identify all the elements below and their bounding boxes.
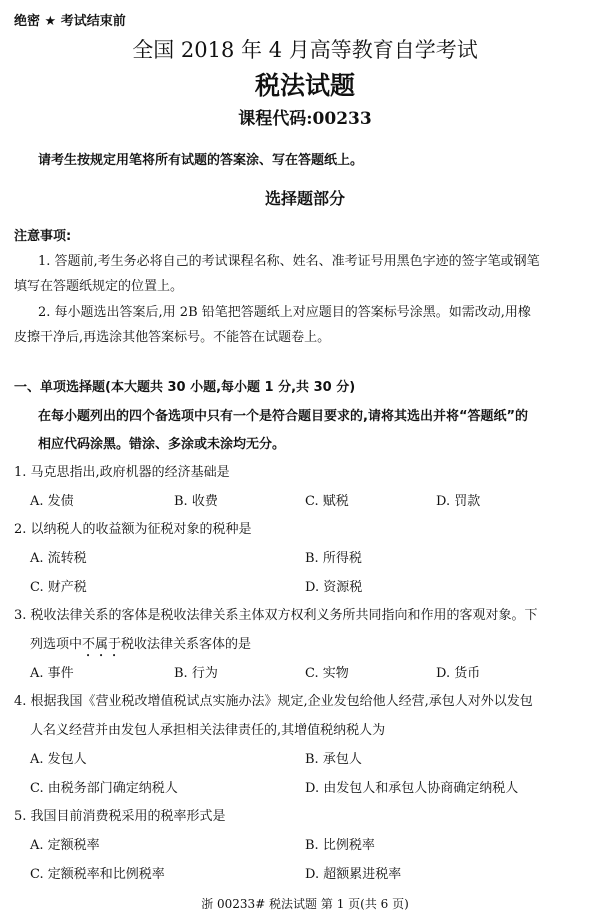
question-4-option-b: B. 承包人 — [305, 752, 362, 767]
question-4-stem-line-1: 4. 根据我国《营业税改增值税试点实施办法》规定,企业发包给他人经营,承包人对外以发包 — [14, 694, 533, 709]
question-5-option-d: D. 超额累进税率 — [305, 867, 402, 882]
question-5-option-c: C. 定额税率和比例税率 — [30, 867, 165, 882]
question-2-option-b: B. 所得税 — [305, 551, 362, 566]
question-4-option-d: D. 由发包人和承包人协商确定纳税人 — [305, 781, 519, 796]
question-1-option-d: D. 罚款 — [436, 494, 481, 509]
attention-item-1-line-2: 填写在答题纸规定的位置上。 — [14, 279, 184, 294]
question-1-option-c: C. 赋税 — [305, 494, 349, 509]
attention-item-2-line-2: 皮擦干净后,再选涂其他答案标号。不能答在试题卷上。 — [14, 330, 331, 345]
question-3-stem-prefix: 列选项中 — [30, 637, 83, 652]
question-5-option-a: A. 定额税率 — [30, 838, 100, 853]
question-4-option-a: A. 发包人 — [30, 752, 87, 767]
question-2-option-d: D. 资源税 — [305, 580, 363, 595]
part1-instruction-line-1: 在每小题列出的四个备选项中只有一个是符合题目要求的,请将其选出并将“答题纸”的 — [38, 409, 529, 424]
question-3-stem-suffix: 税收法律关系客体的是 — [121, 637, 252, 652]
question-1-option-a: A. 发债 — [30, 494, 74, 509]
attention-heading: 注意事项: — [14, 229, 72, 244]
question-2-option-c: C. 财产税 — [30, 580, 87, 595]
confidential-label: 绝密 ★ 考试结束前 — [14, 14, 126, 29]
question-1-option-b: B. 收费 — [174, 494, 218, 509]
question-3-option-b: B. 行为 — [174, 666, 218, 681]
course-code: 课程代码:00233 — [238, 109, 372, 129]
question-2-stem: 2. 以纳税人的收益额为征税对象的税种是 — [14, 522, 252, 537]
question-4-stem-line-2: 人名义经营并由发包人承担相关法律责任的,其增值税纳税人为 — [30, 723, 386, 738]
attention-item-1-line-1: 1. 答题前,考生务必将自己的考试课程名称、姓名、准考证号用黑色字迹的签字笔或钢笔 — [38, 254, 540, 269]
answer-notice: 请考生按规定用笔将所有试题的答案涂、写在答题纸上。 — [38, 153, 364, 168]
question-3-stem-line-2 — [30, 633, 251, 660]
section-title: 选择题部分 — [264, 189, 345, 208]
exam-title: 全国 2018 年 4 月高等教育自学考试 — [132, 38, 478, 62]
question-1-stem: 1. 马克思指出,政府机器的经济基础是 — [14, 465, 230, 480]
question-3-option-d: D. 货币 — [436, 666, 481, 681]
attention-item-2-line-1: 2. 每小题选出答案后,用 2B 铅笔把答题纸上对应题目的答案标号涂黑。如需改动,用橡 — [38, 305, 531, 320]
question-3-emphasis-not: 不属于 — [82, 637, 122, 652]
paper-title: 税法试题 — [254, 71, 355, 100]
question-5-stem: 5. 我国目前消费税采用的税率形式是 — [14, 809, 226, 824]
question-3-option-a: A. 事件 — [30, 666, 74, 681]
question-2-option-a: A. 流转税 — [30, 551, 87, 566]
question-4-option-c: C. 由税务部门确定纳税人 — [30, 781, 178, 796]
part1-instruction-line-2: 相应代码涂黑。错涂、多涂或未涂均无分。 — [38, 437, 286, 452]
question-5-option-b: B. 比例税率 — [305, 838, 375, 853]
page-footer: 浙 00233# 税法试题 第 1 页(共 6 页) — [201, 897, 409, 911]
question-3-option-c: C. 实物 — [305, 666, 349, 681]
part1-heading: 一、单项选择题(本大题共 30 小题,每小题 1 分,共 30 分) — [14, 380, 356, 395]
question-3-stem-line-1: 3. 税收法律关系的客体是税收法律关系主体双方权利义务所共同指向和作用的客观对象。下 — [14, 608, 538, 623]
